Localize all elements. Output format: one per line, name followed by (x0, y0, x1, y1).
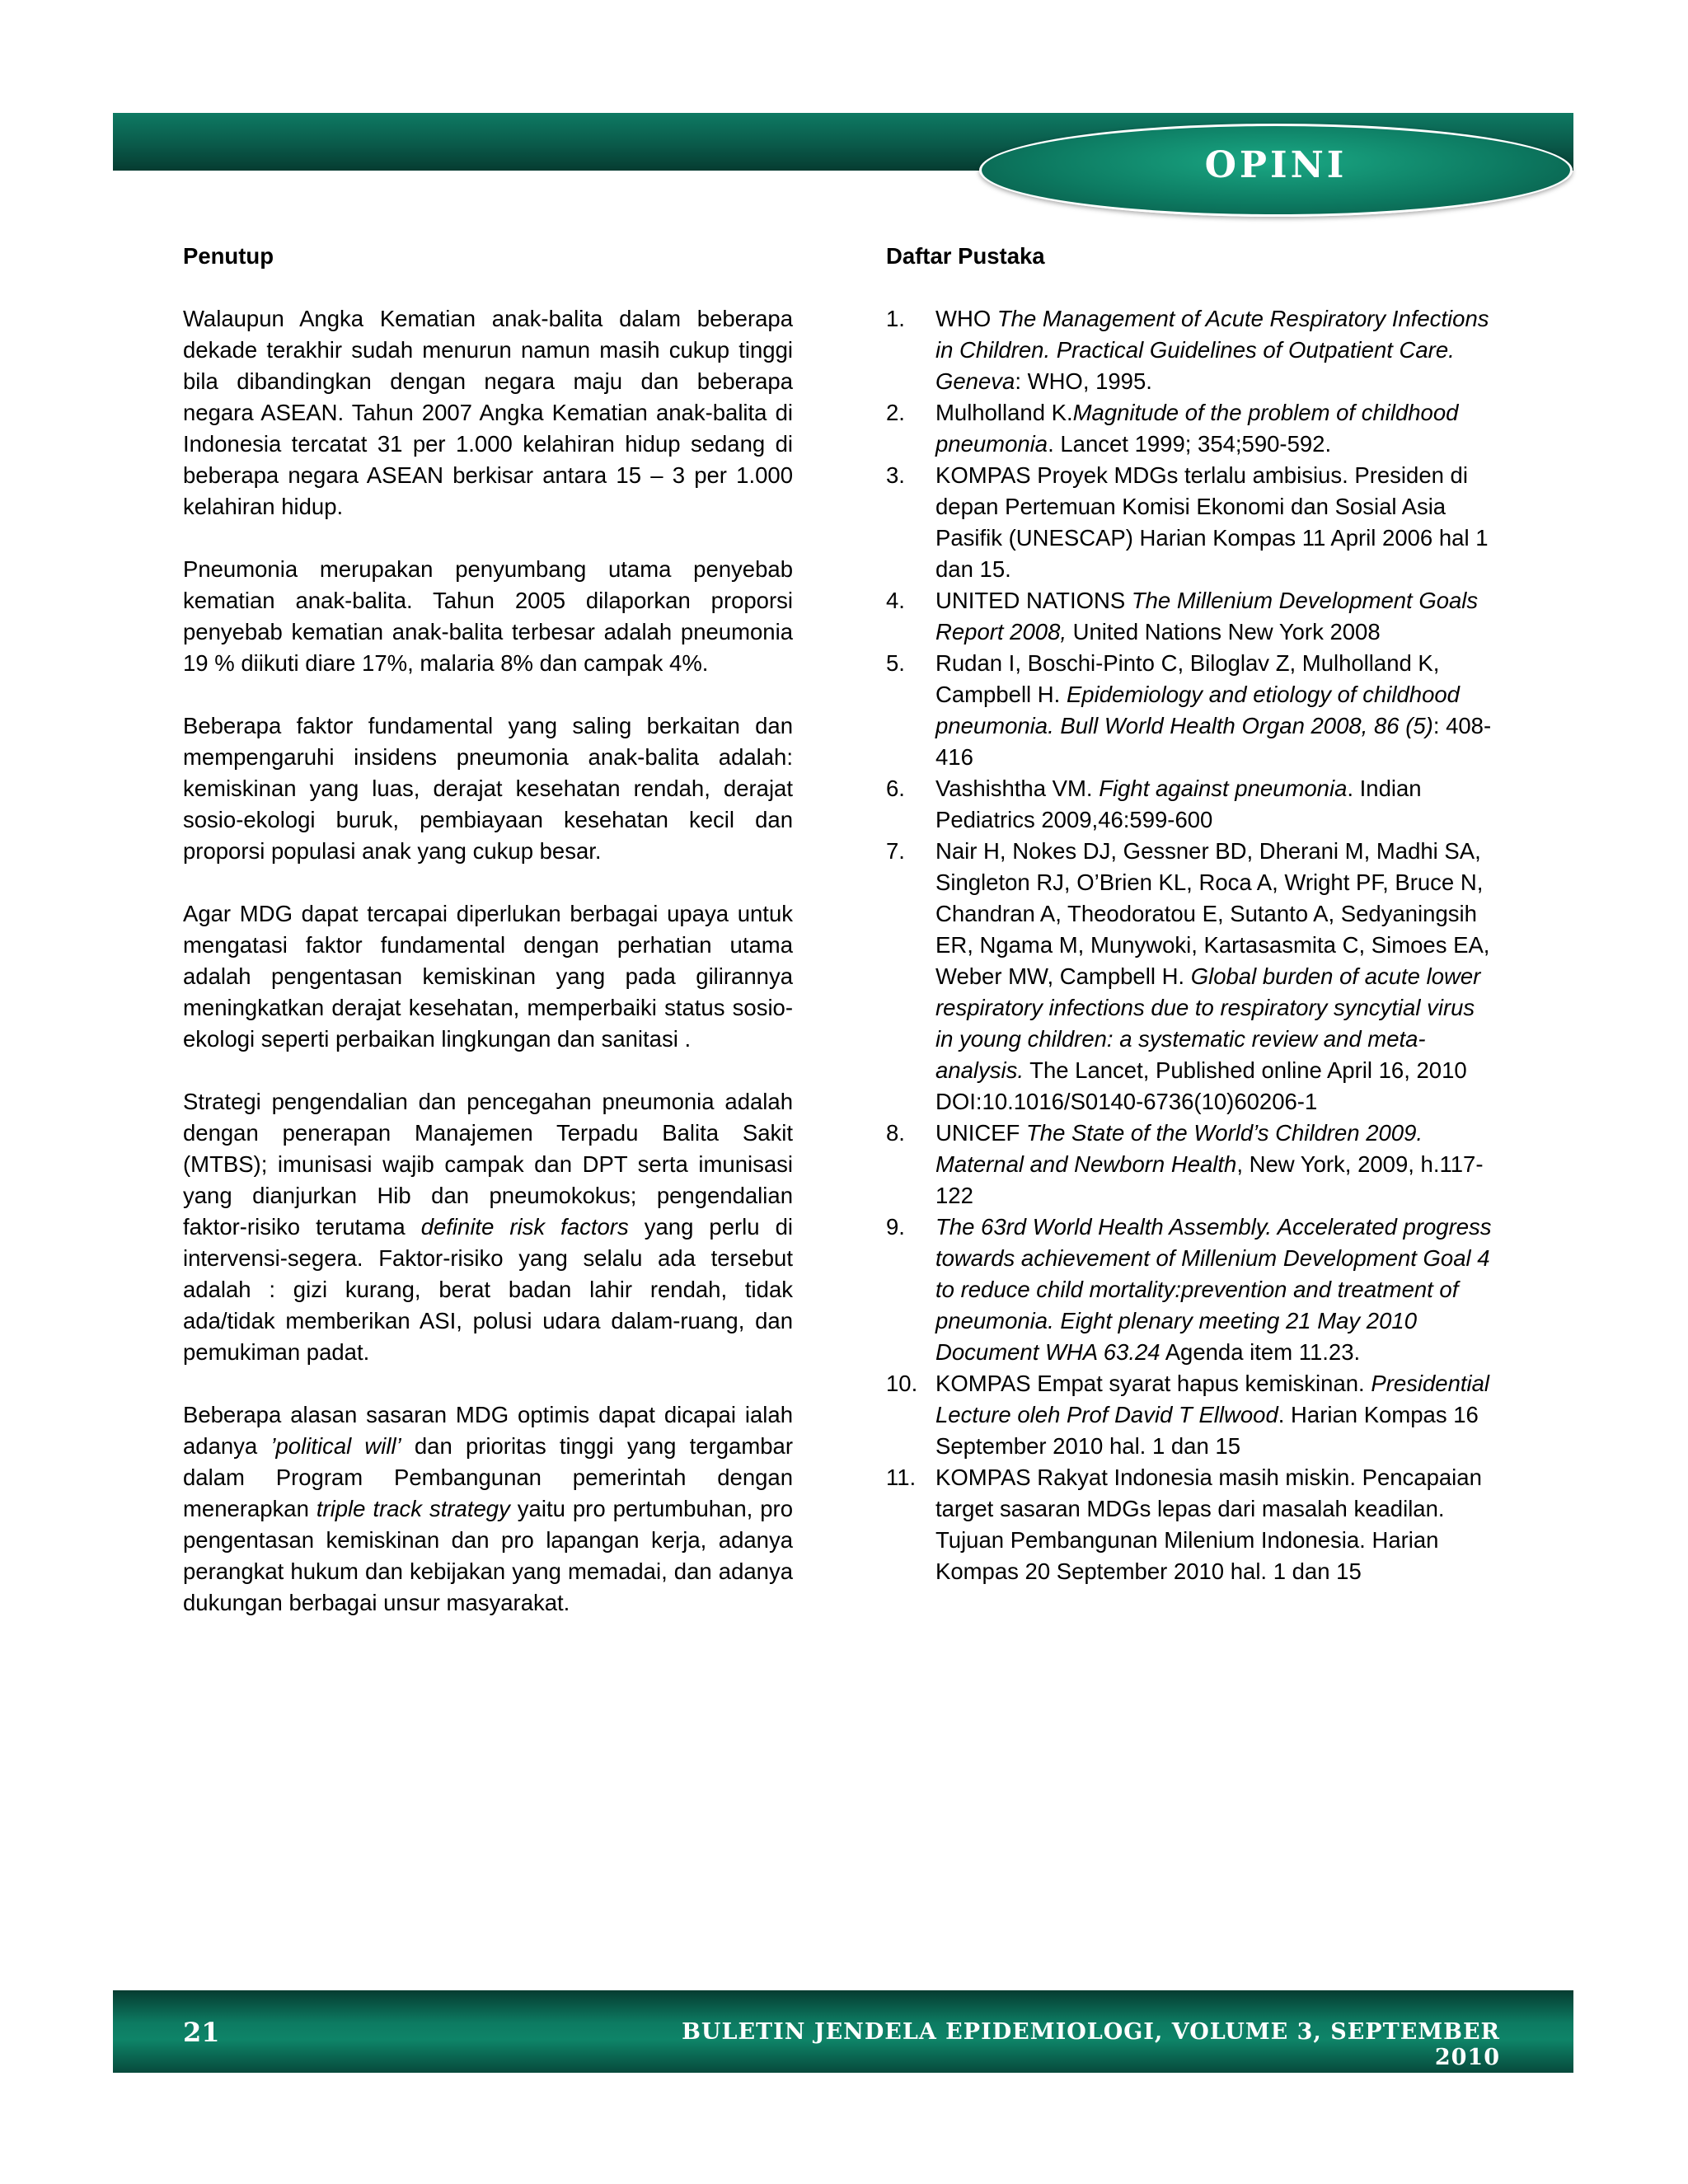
reference-number: 11. (886, 1465, 917, 1490)
text-run: Walaupun Angka Kematian anak-balita dalam beberapa dekade terakhir sudah menurun namun masih cukup tinggi bila dibandingkan dengan negara maju dan beberapa negara ASEAN. Tahun 2007 Angka Kematian anak-balita di Indonesia tercatat 31 per 1.000 kelahiran hidup sedang di beberapa negara ASEAN berkisar antara 15 – 3 per 1.000 kelahiran hidup. (183, 306, 793, 519)
closing-paragraph (183, 710, 793, 867)
italic-text: triple track strategy (316, 1496, 510, 1521)
section-title: OPINI (1204, 144, 1348, 186)
reference-item (886, 773, 1496, 836)
text-run: yang perlu di intervensi-segera. Faktor-risiko yang selalu ada tersebut adalah : gizi kurang, berat badan lahir rendah, tidak ada/tidak memberikan ASI, polusi udara dalam-ruang, dan pemukiman padat. (183, 1214, 793, 1365)
reference-item (886, 303, 1496, 397)
italic-text: Magnitude of the problem of childhood pneumonia (935, 400, 1459, 457)
closing-paragraph (183, 1399, 793, 1619)
text-run: , New York, 2009, h.117-122 (935, 1151, 1484, 1208)
text-run: : WHO, 1995. (1015, 368, 1152, 394)
reference-number: 7. (886, 838, 905, 864)
text-run: KOMPAS Empat syarat hapus kemiskinan. (935, 1371, 1372, 1396)
closing-paragraph (183, 898, 793, 1055)
text-run: Vashishtha VM. (935, 776, 1100, 801)
text-run: . Harian Kompas 16 September 2010 hal. 1 dan 15 (935, 1402, 1479, 1459)
closing-paragraph (183, 303, 793, 523)
text-run: Rudan I, Boschi-Pinto C, Biloglav Z, Mulholland K, Campbell H. (935, 650, 1440, 707)
right-column (886, 241, 1496, 1587)
reference-item (886, 836, 1496, 1118)
text-run: The Lancet, Published online April 16, 2010 DOI:10.1016/S0140-6736(10)60206-1 (935, 1057, 1467, 1114)
reference-number: 2. (886, 400, 905, 425)
text-run: Mulholland K. (935, 400, 1073, 425)
text-run: Agar MDG dapat tercapai diperlukan berbagai upaya untuk mengatasi faktor fundamental dengan perhatian utama adalah pengentasan kemiskinan yang pada gilirannya meningkatkan derajat kesehatan, memperbaiki status sosio-ekologi seperti perbaikan lingkungan dan sanitasi . (183, 901, 793, 1052)
closing-paragraph (183, 1086, 793, 1368)
closing-heading: Penutup (183, 243, 274, 269)
italic-text: Global burden of acute lower respiratory infections due to respiratory syncytial virus in young children: a systematic review and meta-analysis. (935, 963, 1481, 1083)
reference-number: 6. (886, 776, 905, 801)
page-number: 21 (183, 2017, 220, 2048)
publication-title: BULETIN JENDELA EPIDEMIOLOGI, VOLUME 3, SEPTEMBER 2010 (682, 2019, 1500, 2070)
reference-item (886, 1368, 1496, 1462)
closing-paragraph (183, 554, 793, 679)
text-run: United Nations New York 2008 (1067, 619, 1381, 644)
italic-text: The Millenium Development Goals Report 2008, (935, 588, 1479, 644)
reference-item (886, 397, 1496, 460)
text-run: . Indian Pediatrics 2009,46:599-600 (935, 776, 1422, 832)
italic-text: Presidential Lecture oleh Prof David T Ellwood (935, 1371, 1490, 1427)
reference-number: 9. (886, 1214, 905, 1240)
reference-number: 10. (886, 1371, 918, 1396)
reference-number: 4. (886, 588, 905, 613)
italic-text: Epidemiology and etiology of childhood pneumonia. Bull World Health Organ 2008, 86 (5) (935, 682, 1460, 738)
reference-list (886, 303, 1496, 1587)
reference-number: 1. (886, 306, 905, 331)
reference-item (886, 460, 1496, 585)
closing-paragraphs (183, 303, 793, 1619)
italic-text: ’political will’ (270, 1433, 401, 1459)
reference-number: 5. (886, 650, 905, 676)
italic-text: The State of the World’s Children 2009. Maternal and Newborn Health (935, 1120, 1423, 1177)
reference-item (886, 1462, 1496, 1587)
text-run: Pneumonia merupakan penyumbang utama penyebab kematian anak-balita. Tahun 2005 dilaporkan proporsi penyebab kematian anak-balita terbesar adalah pneumonia 19 % diikuti diare 17%, malaria 8% dan campak 4%. (183, 556, 793, 676)
text-run: yaitu pro pertumbuhan, pro pengentasan kemiskinan dan pro lapangan kerja, adanya perangkat hukum dan kebijakan yang memadai, dan adanya dukungan berbagai unsur masyarakat. (183, 1496, 794, 1615)
text-run: KOMPAS Rakyat Indonesia masih miskin. Pencapaian target sasaran MDGs lepas dari masalah keadilan. Tujuan Pembangunan Milenium Indonesia. Harian Kompas 20 September 2010 hal. 1 dan 15 (935, 1465, 1482, 1584)
italic-text: The 63rd World Health Assembly. Accelerated progress towards achievement of Millenium Development Goal 4 to reduce child mortality:prevention and treatment of pneumonia. Eight plenary meeting 21 May 2010 Document WHA 63.24 (935, 1214, 1492, 1365)
text-run: : 408-416 (935, 713, 1492, 770)
italic-text: Fight against pneumonia (1099, 776, 1348, 801)
reference-item (886, 648, 1496, 773)
text-run: Strategi pengendalian dan pencegahan pneumonia adalah dengan penerapan Manajemen Terpadu Balita Sakit (MTBS); imunisasi wajib campak dan DPT serta imunisasi yang dianjurkan Hib dan pneumokokus; pengendalian faktor-risiko terutama (183, 1089, 793, 1240)
italic-text: definite risk factors (420, 1214, 629, 1240)
text-run: WHO (935, 306, 997, 331)
text-run: KOMPAS Proyek MDGs terlalu ambisius. Presiden di depan Pertemuan Komisi Ekonomi dan Sosial Asia Pasifik (UNESCAP) Harian Kompas 11 April 2006 hal 1 dan 15. (935, 462, 1489, 582)
left-column (183, 241, 793, 1650)
reference-number: 3. (886, 462, 905, 488)
text-run: Agenda item 11.23. (1160, 1339, 1361, 1365)
references-heading: Daftar Pustaka (886, 243, 1045, 269)
italic-text: The Management of Acute Respiratory Infections in Children. Practical Guidelines of Outpatient Care. Geneva (935, 306, 1489, 394)
reference-item (886, 1212, 1496, 1368)
reference-item (886, 585, 1496, 648)
text-run: Beberapa faktor fundamental yang saling berkaitan dan mempengaruhi insidens pneumonia anak-balita adalah: kemiskinan yang luas, derajat kesehatan rendah, derajat sosio-ekologi buruk, pembiayaan kesehatan kecil dan proporsi populasi anak yang cukup besar. (183, 713, 793, 864)
text-run: UNICEF (935, 1120, 1026, 1146)
text-run: Nair H, Nokes DJ, Gessner BD, Dherani M, Madhi SA, Singleton RJ, O’Brien KL, Roca A, Wright PF, Bruce N, Chandran A, Theodoratou E, Sutanto A, Sedyaningsih ER, Ngama M, Munywoki, Kartasasmita C, Simoes EA, Weber MW, Campbell H. (935, 838, 1490, 989)
text-run: UNITED NATIONS (935, 588, 1132, 613)
text-run: dan prioritas tinggi yang tergambar dalam Program Pembangunan pemerintah dengan menerapkan (183, 1433, 793, 1521)
text-run: . Lancet 1999; 354;590-592. (1048, 431, 1332, 457)
reference-number: 8. (886, 1120, 905, 1146)
text-run: Beberapa alasan sasaran MDG optimis dapat dicapai ialah adanya (183, 1402, 793, 1459)
reference-item (886, 1118, 1496, 1212)
